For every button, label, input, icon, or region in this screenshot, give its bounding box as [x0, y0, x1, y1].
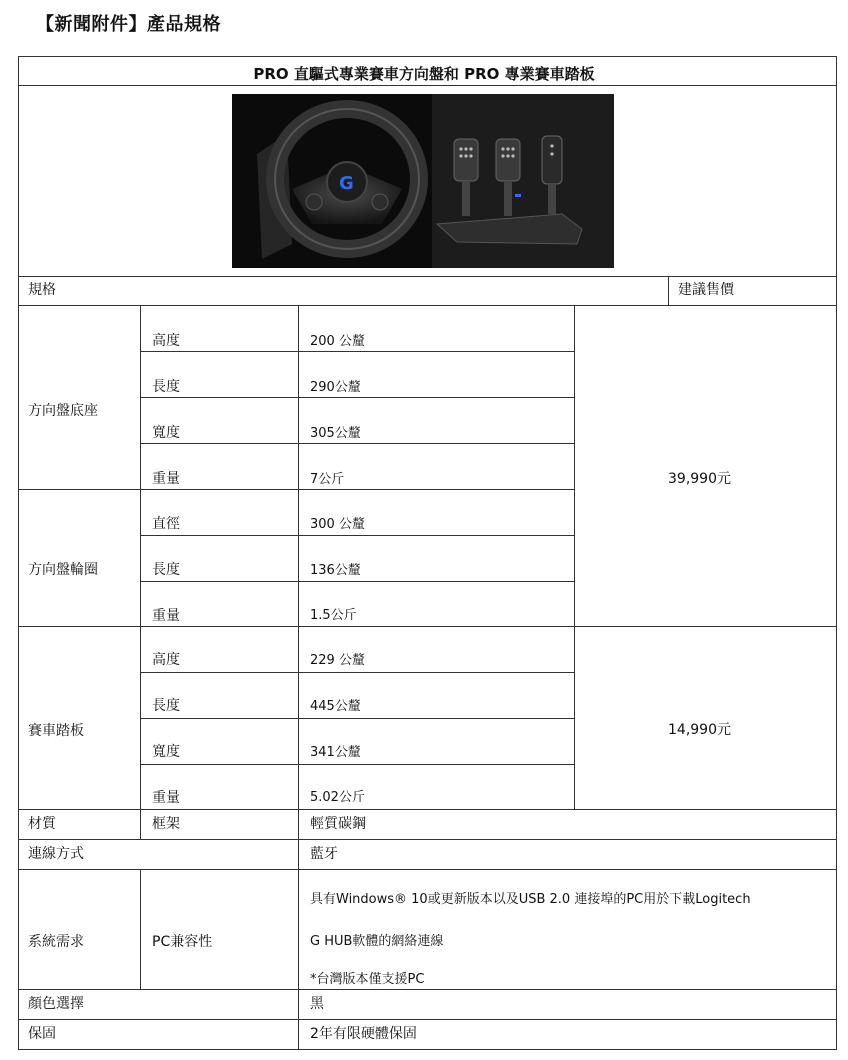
spec-label: 長度 — [152, 379, 180, 395]
spec-label: 重量 — [152, 471, 180, 487]
svg-text:G: G — [339, 173, 354, 194]
wheel-and-pedals-illustration — [232, 94, 614, 268]
spec-label: 寬度 — [152, 425, 180, 441]
spec-value: 200 公釐 — [310, 334, 365, 349]
divider — [668, 276, 669, 305]
material-label: 材質 — [28, 816, 56, 832]
group-label-wheel-rim: 方向盤輪圈 — [28, 562, 98, 578]
group-label-pedals: 賽車踏板 — [28, 723, 84, 739]
material-value: 輕質碳鋼 — [310, 816, 366, 832]
divider — [140, 443, 574, 444]
divider — [18, 85, 837, 86]
divider — [140, 718, 574, 719]
divider — [18, 989, 837, 990]
group-label-wheel-base: 方向盤底座 — [28, 403, 98, 419]
spec-value: 136公釐 — [310, 563, 361, 578]
spec-label: 長度 — [152, 698, 180, 714]
spec-label: 高度 — [152, 652, 180, 668]
spec-header: 規格 — [28, 282, 56, 298]
system-line-3: *台灣版本僅支援PC — [310, 972, 425, 987]
spec-value: 445公釐 — [310, 699, 361, 714]
warranty-label: 保固 — [28, 1026, 56, 1042]
divider — [140, 397, 574, 398]
warranty-value: 2年有限硬體保固 — [310, 1026, 417, 1042]
spec-value: 229 公釐 — [310, 653, 365, 668]
system-line-1: 具有Windows® 10或更新版本以及USB 2.0 連接埠的PC用於下載Logitech — [310, 892, 751, 907]
divider — [140, 869, 141, 989]
spec-value: 1.5公斤 — [310, 608, 357, 623]
divider — [140, 764, 574, 765]
divider — [140, 305, 141, 839]
spec-value: 300 公釐 — [310, 517, 365, 532]
divider — [298, 305, 299, 1050]
spec-label: 長度 — [152, 562, 180, 578]
divider — [140, 672, 574, 673]
spec-value: 290公釐 — [310, 380, 361, 395]
divider — [574, 305, 575, 809]
system-label: 系統需求 — [28, 934, 84, 950]
price-header: 建議售價 — [678, 282, 734, 298]
spec-value: 305公釐 — [310, 426, 361, 441]
spec-label: 高度 — [152, 333, 180, 349]
divider — [140, 581, 574, 582]
spec-label: 重量 — [152, 608, 180, 624]
spec-value: 5.02公斤 — [310, 790, 365, 805]
color-value: 黑 — [310, 996, 324, 1012]
spec-label: 寬度 — [152, 744, 180, 760]
price-wheel: 39,990元 — [668, 471, 731, 487]
system-sub: PC兼容性 — [152, 934, 213, 950]
table-title: PRO 直驅式專業賽車方向盤和 PRO 專業賽車踏板 — [253, 65, 595, 83]
page-title: 【新聞附件】產品規格 — [36, 14, 221, 35]
product-photo — [232, 94, 614, 268]
divider — [140, 351, 574, 352]
divider — [18, 489, 574, 490]
divider — [140, 535, 574, 536]
system-line-2: G HUB軟體的網絡連線 — [310, 934, 444, 949]
divider — [18, 839, 837, 840]
connection-value: 藍牙 — [310, 846, 338, 862]
color-label: 顏色選擇 — [28, 996, 84, 1012]
spec-label: 重量 — [152, 790, 180, 806]
price-pedals: 14,990元 — [668, 722, 731, 738]
spec-value: 341公釐 — [310, 745, 361, 760]
spec-value: 7公斤 — [310, 472, 345, 487]
divider — [18, 276, 837, 277]
material-sub: 框架 — [152, 816, 180, 832]
spec-label: 直徑 — [152, 516, 180, 532]
connection-label: 連線方式 — [28, 846, 84, 862]
divider — [18, 1019, 837, 1020]
